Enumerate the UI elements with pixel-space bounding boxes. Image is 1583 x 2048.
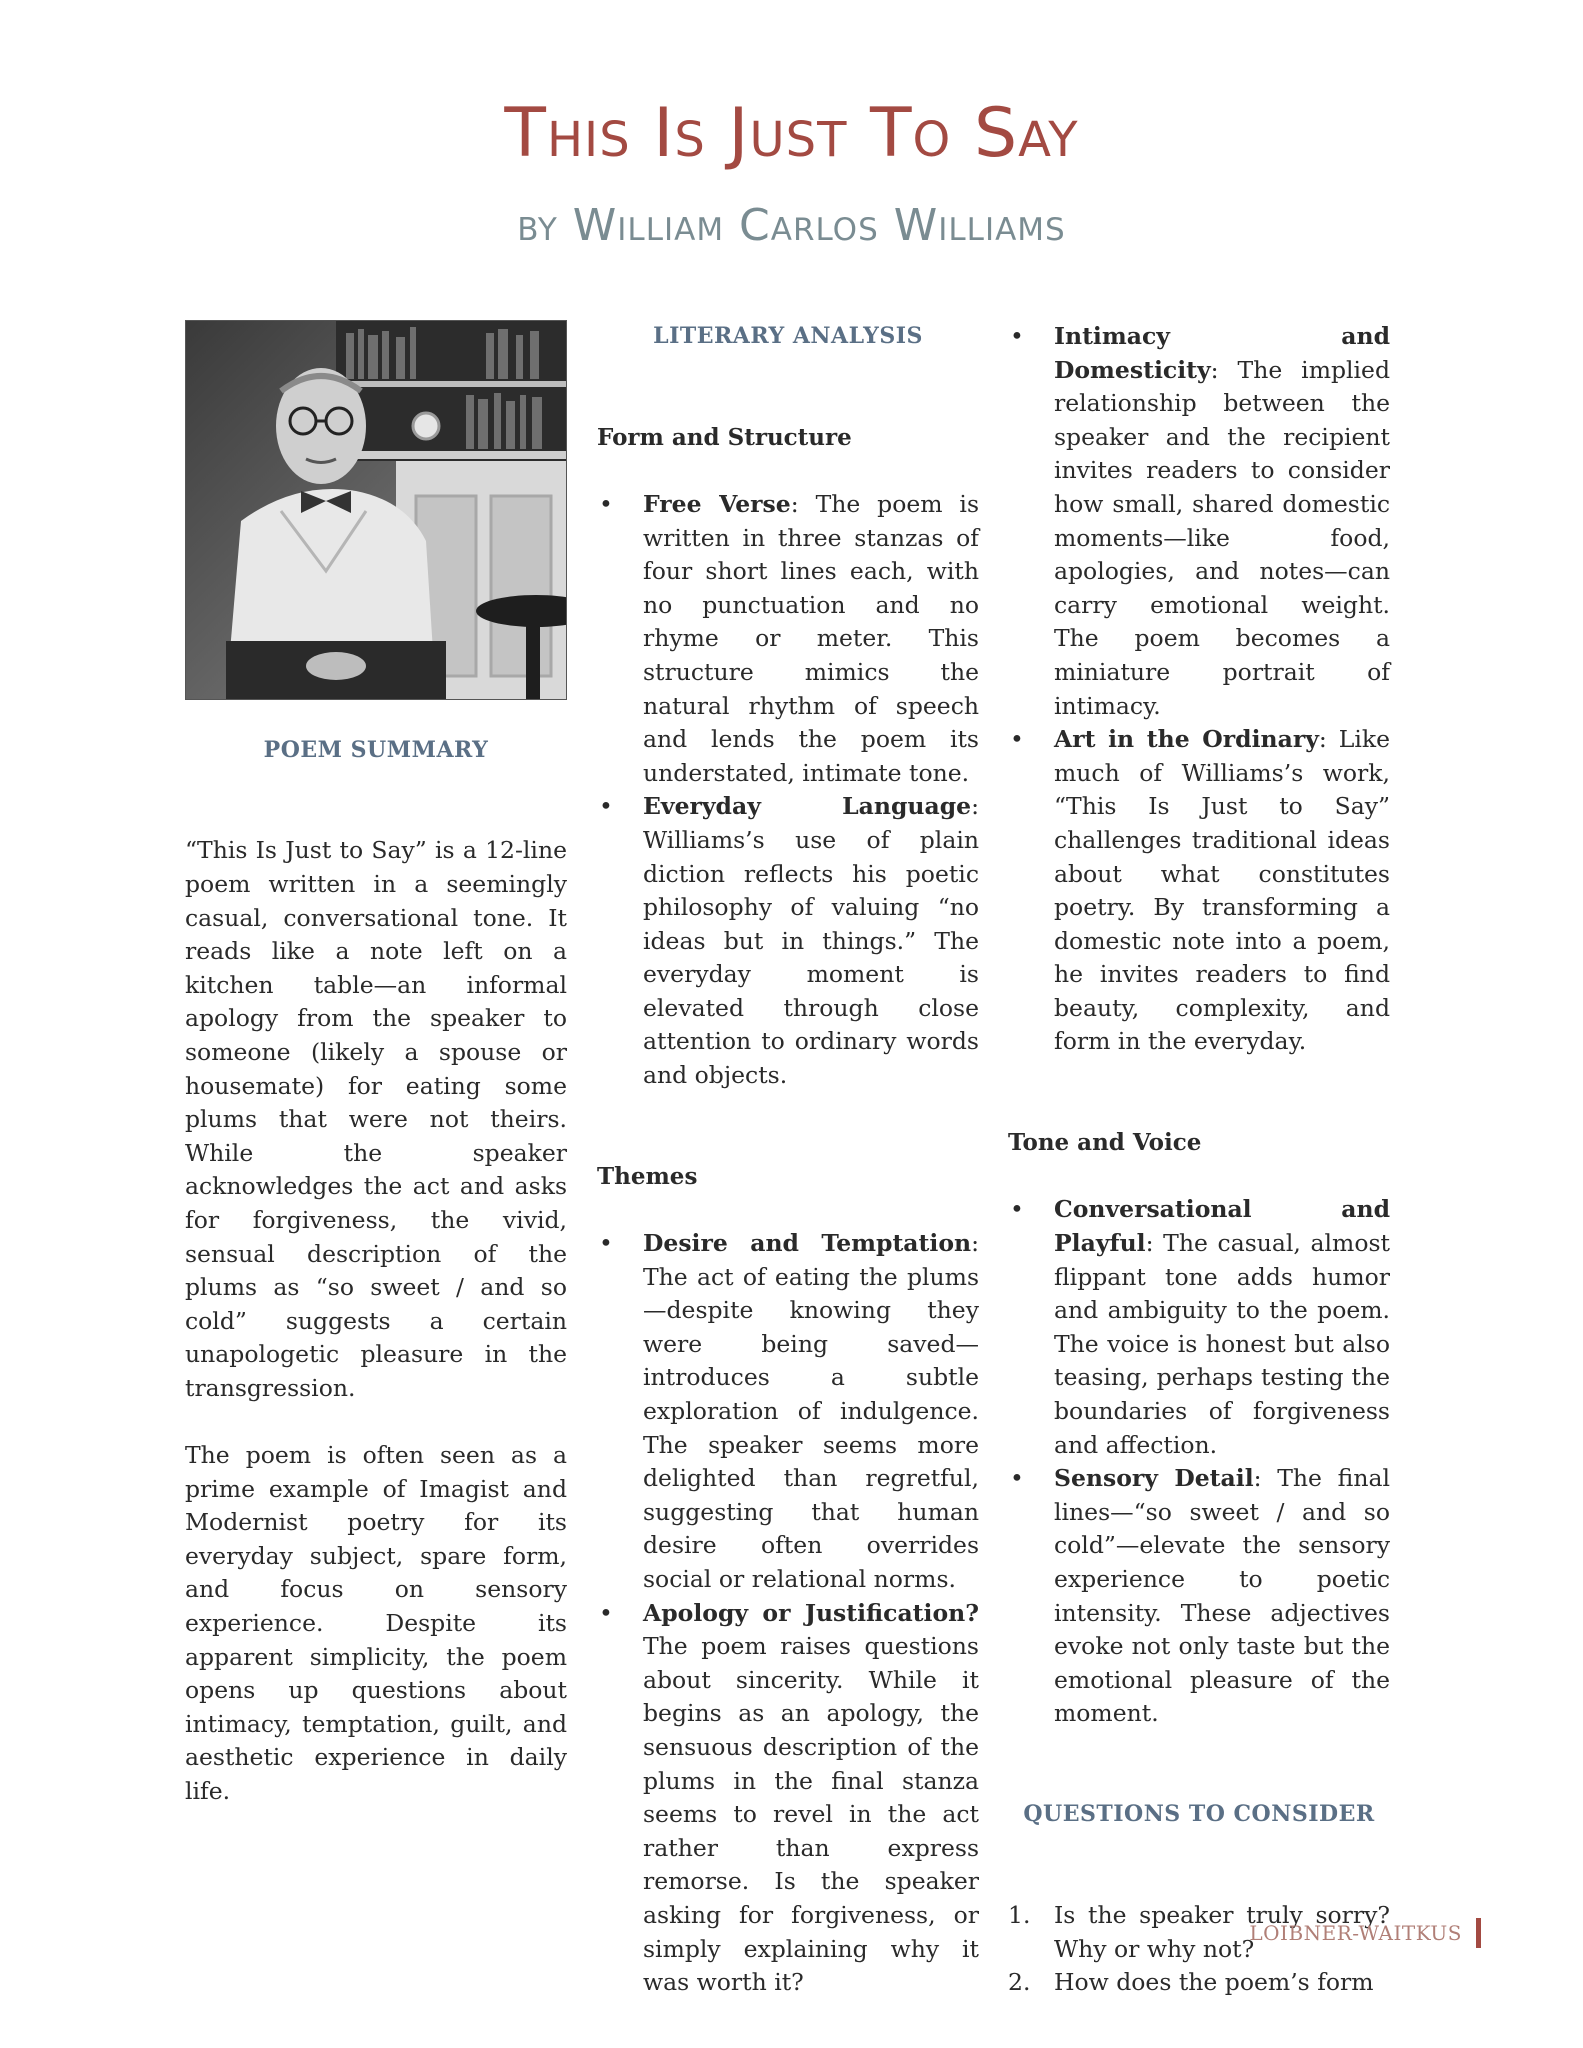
- list-number: 1.: [1008, 1900, 1031, 1929]
- page-title: This Is Just To Say: [504, 94, 1079, 173]
- column-analysis: [597, 320, 979, 2000]
- list-item: [1008, 320, 1390, 723]
- bullet-icon: •: [599, 1598, 613, 1627]
- footer-bar: [1476, 1918, 1481, 1948]
- page-footer: [1249, 1918, 1481, 1948]
- bullet-icon: •: [1010, 725, 1024, 754]
- list-item: [597, 1227, 979, 1597]
- list-item: [1008, 723, 1390, 1059]
- bullet-icon: •: [599, 1229, 613, 1258]
- term-description: Like much of Williams’s work, “This Is Just to Say” challenges traditional ideas about what constitutes poetry. By transforming a domestic note into a poem, he invites readers to find beauty, complexity, and form in the everyday.: [1054, 725, 1391, 1056]
- term: Art in the Ordinary: [1054, 725, 1319, 754]
- subheading-form: Form and Structure: [597, 423, 852, 451]
- author-photo: [185, 320, 567, 700]
- bullet-icon: •: [1010, 1195, 1024, 1224]
- themes-list: [597, 1227, 979, 2000]
- separator: :: [1318, 725, 1339, 754]
- column-summary: [185, 320, 567, 1809]
- question-text: Is the speaker truly sorry? Why or why not?: [1054, 1900, 1390, 1963]
- list-item: • Sensory Detail: The final lines—“so sweet / and so cold”—elevate the sensory experience to poetic intensity. These adjectives evoke not only taste but the emotional pleasure of the moment.: [1010, 1464, 1390, 1728]
- question-text: How does the poem’s form: [1054, 1968, 1374, 1997]
- term-description: Williams’s use of plain diction reflects his poetic philosophy of valuing “no ideas but in things.” The everyday moment is elevated through close attention to ordinary words and objects.: [643, 825, 979, 1090]
- term-description: The implied relationship between the speaker and the recipient invites readers to consider how small, shared domestic moments—like food, apologies, and notes—can carry emotional weight. The poem becomes a miniature portrait of intimacy.: [1054, 355, 1391, 720]
- term: Desire and Temptation: [643, 1229, 972, 1258]
- list-item: • Everyday Language: Williams’s use of plain diction reflects his poetic philosophy of valuing “no ideas but in things.” The everyday moment is elevated through close attention to ordinary words and objects.: [599, 792, 979, 1090]
- term-description: The casual, almost flippant tone adds humor and ambiguity to the poem. The voice is honest but also teasing, perhaps testing the boundaries of forgiveness and affection.: [1054, 1229, 1390, 1459]
- bullet-icon: •: [1010, 322, 1024, 350]
- section-heading-summary: POEM SUMMARY: [263, 736, 489, 763]
- term: Free Verse: [643, 489, 791, 518]
- footer-author: LOIBNER-WAITKUS: [1249, 1921, 1462, 1945]
- bullet-icon: •: [1010, 1464, 1024, 1493]
- separator: :: [1210, 355, 1238, 384]
- questions-list: [1008, 1899, 1390, 2000]
- list-item: • Free Verse: The poem is written in three stanzas of four short lines each, with no punctuation and no rhyme or meter. This structure mimics the natural rhythm of speech and lends the poem its understated, intimate tone.: [599, 489, 980, 787]
- term: Everyday Language: [643, 792, 972, 821]
- term: Sensory Detail: [1054, 1464, 1254, 1493]
- list-item: [1008, 1966, 1390, 2000]
- subheading-themes: Themes: [597, 1162, 698, 1190]
- bullet-icon: •: [599, 489, 613, 518]
- list-item: • Conversational and Playful: The casual, almost flippant tone adds humor and ambiguity to the poem. The voice is honest but also teasing, perhaps testing the boundaries of forgiveness and affection.: [1010, 1195, 1390, 1459]
- term-description: The act of eating the plums—despite knowing they were being saved—introduces a subtle exploration of indulgence. The speaker seems more delighted than regretful, suggesting that human desire often overrides social or relational norms.: [643, 1262, 979, 1593]
- term-description: The final lines—“so sweet / and so cold”—elevate the sensory experience to poetic intensity. These adjectives evoke not only taste but the emotional pleasure of the moment.: [1054, 1464, 1390, 1728]
- term-description: The poem raises questions about sincerity. While it begins as an apology, the sensuous description of the plums in the final stanza seems to revel in the act rather than express remorse. Is the speaker asking for forgiveness, or simply explaining why it was worth it?: [643, 1632, 979, 1997]
- column-analysis-continued: [1008, 320, 1390, 2000]
- summary-paragraph-2: The poem is often seen as a prime example of Imagist and Modernist poetry for its everyday subject, spare form, and focus on sensory experience. Despite its apparent simplicity, the poem opens up questions about intimacy, temptation, guilt, and aesthetic experience in daily life.: [185, 1441, 567, 1805]
- term-description: The poem is written in three stanzas of four short lines each, with no punctuation and no rhyme or meter. This structure mimics the natural rhythm of speech and lends the poem its understated, intimate tone.: [643, 489, 980, 787]
- themes-list-continued: [1008, 320, 1390, 1059]
- subheading-tone: Tone and Voice: [1008, 1129, 1202, 1157]
- term: Apology or Justification?: [643, 1598, 979, 1627]
- list-item: [597, 1597, 979, 2000]
- list-number: 2.: [1008, 1968, 1031, 1997]
- form-list: [597, 488, 979, 1093]
- section-heading-questions: QUESTIONS TO CONSIDER: [1023, 1801, 1375, 1828]
- bullet-icon: •: [599, 792, 613, 821]
- tone-list: [1008, 1193, 1390, 1731]
- section-heading-analysis: LITERARY ANALYSIS: [653, 323, 923, 349]
- term: Intimacy and Domesticity: [1054, 322, 1390, 384]
- summary-paragraph-1: “This Is Just to Say” is a 12-line poem written in a seemingly casual, conversational tone. It reads like a note left on a kitchen table—an informal apology from the speaker to someone (likely a spouse or housemate) for eating some plums that were not theirs. While the speaker acknowledges the act and asks for forgiveness, the vivid, sensual description of the plums as “so sweet / and so cold” suggests a certain unapologetic pleasure in the transgression.: [185, 836, 567, 1402]
- term: Conversational and Playful: [1054, 1195, 1390, 1258]
- separator: :: [971, 1229, 979, 1258]
- page-byline: by William Carlos Williams: [517, 200, 1066, 251]
